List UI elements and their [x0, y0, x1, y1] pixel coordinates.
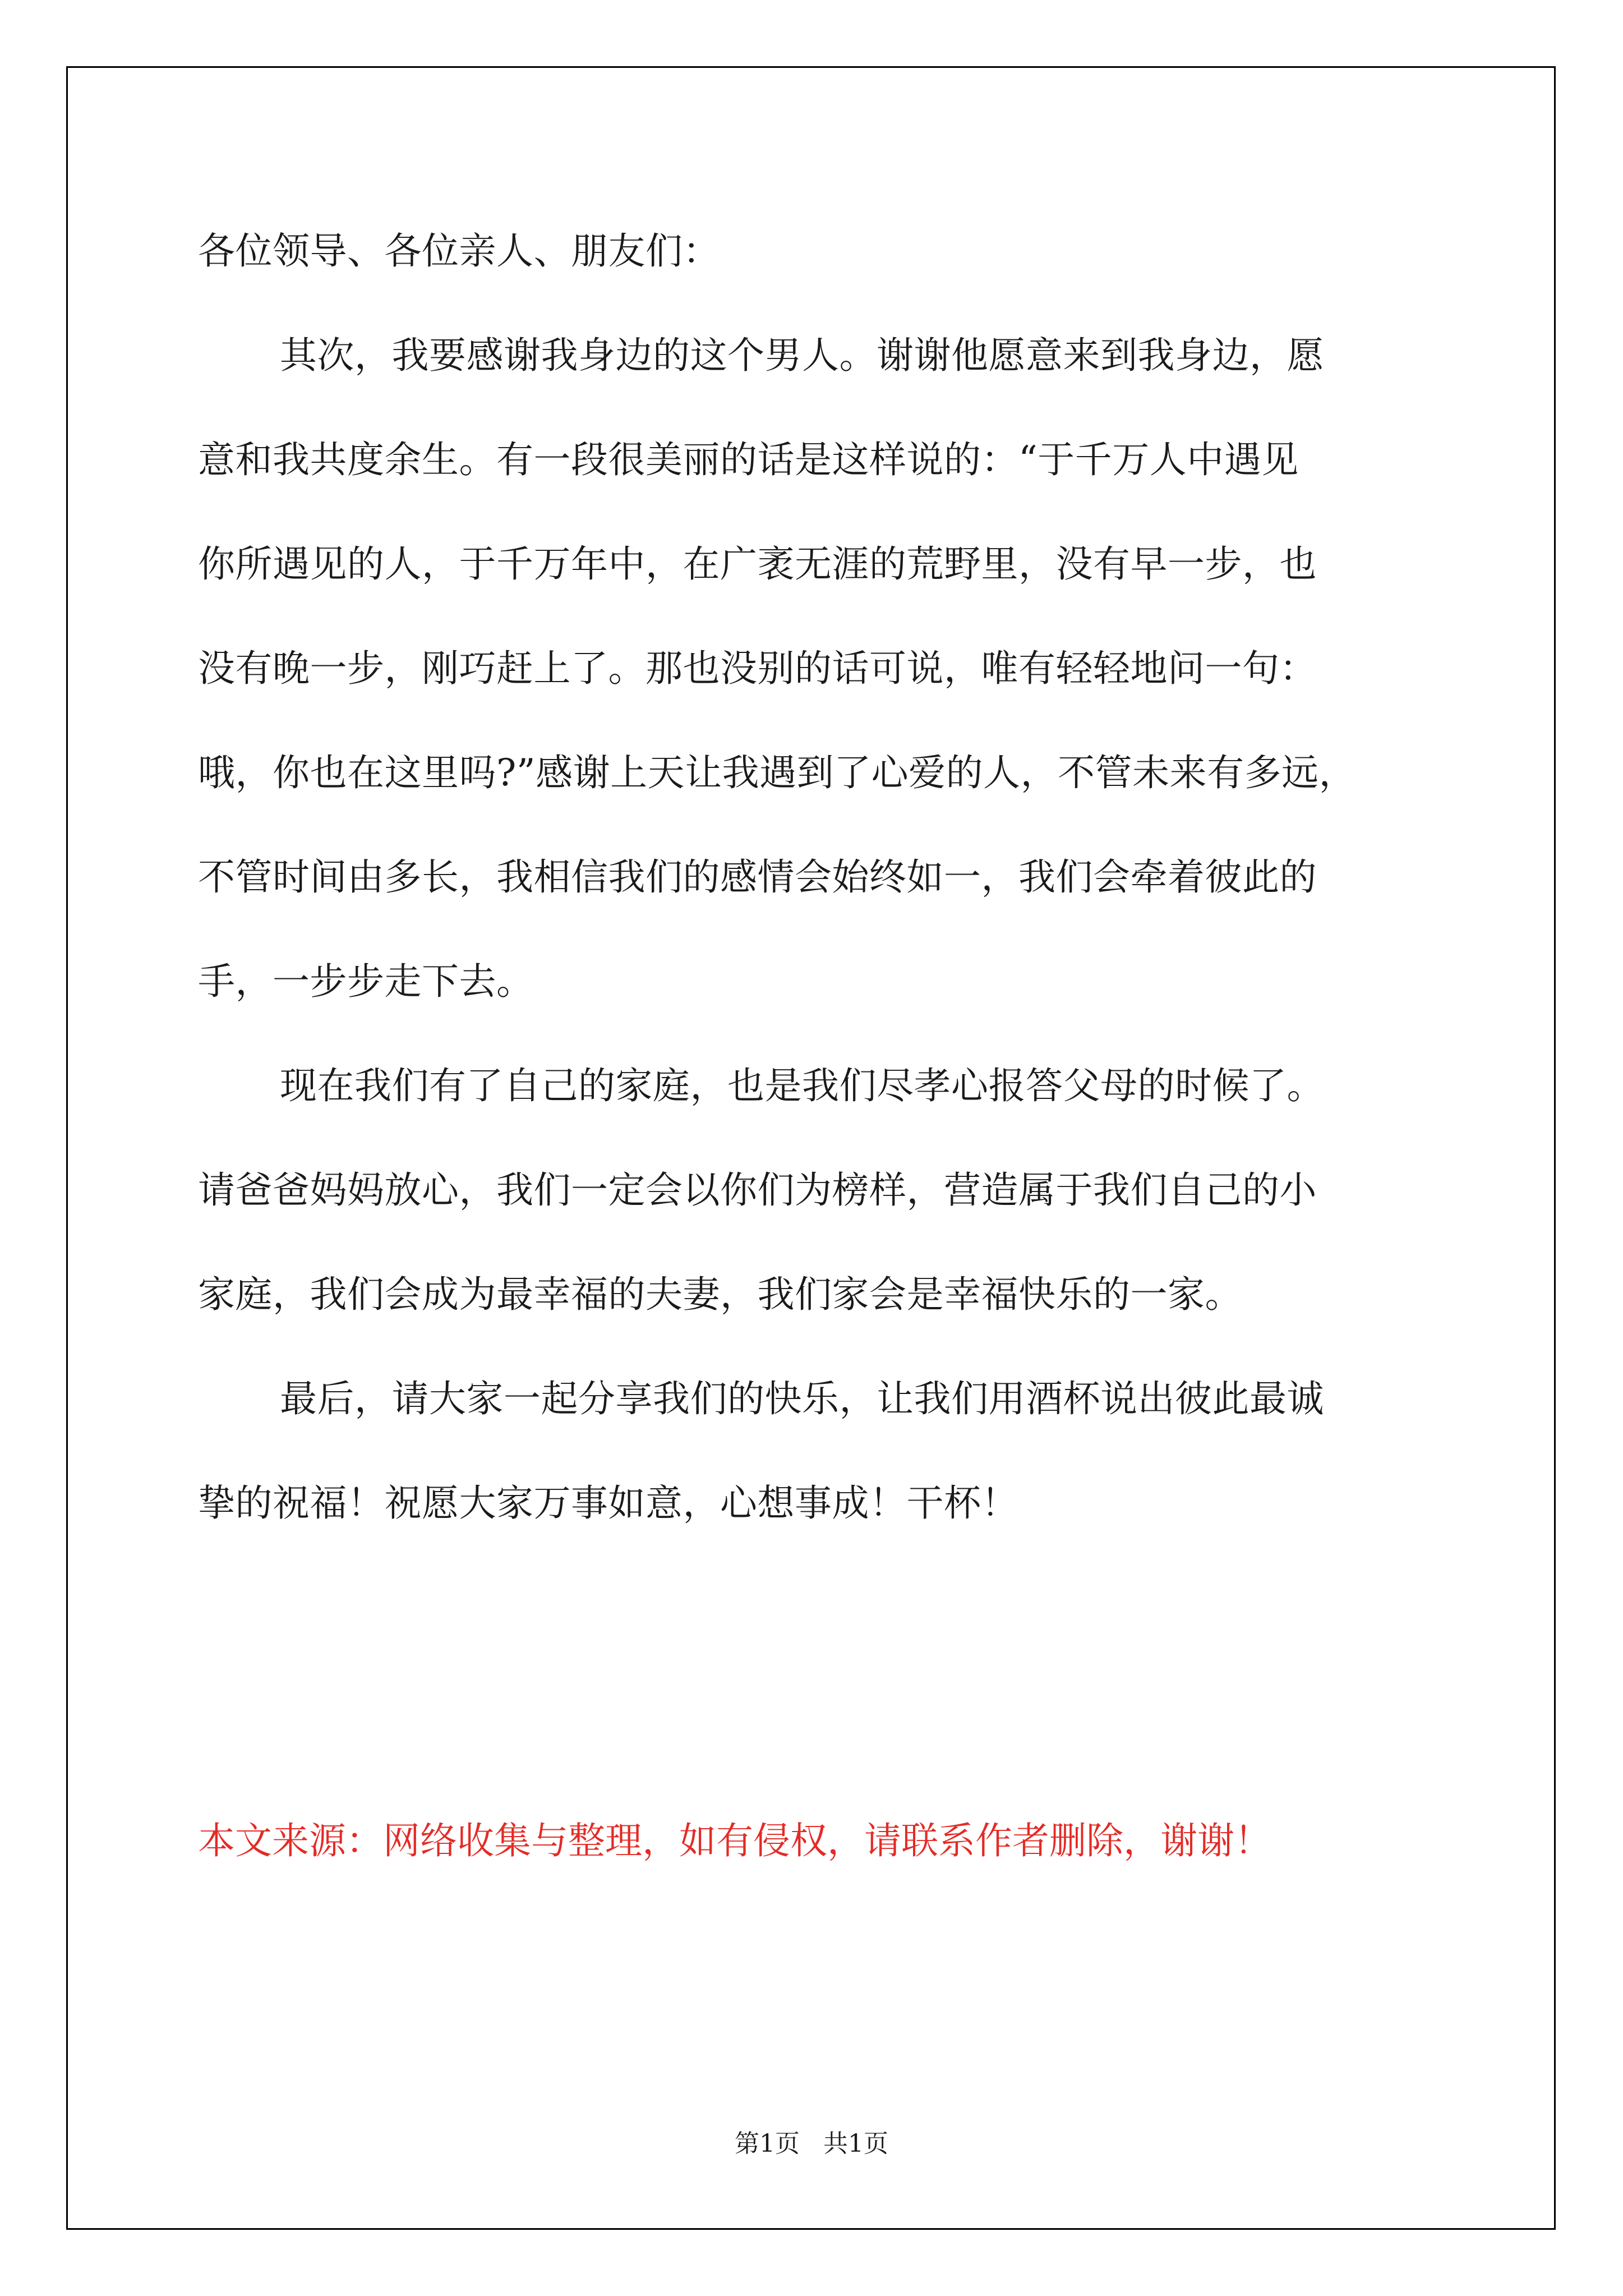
page-border: [66, 66, 1556, 2230]
paragraph-line: 其次，我要感谢我身边的这个男人。谢谢他愿意来到我身边，愿: [280, 334, 1324, 377]
paragraph-line: 现在我们有了自己的家庭，也是我们尽孝心报答父母的时候了。: [280, 1064, 1324, 1107]
paragraph-line: 没有晚一步，刚巧赶上了。那也没别的话可说，唯有轻轻地问一句：: [198, 647, 1317, 690]
source-disclaimer: 本文来源：网络收集与整理，如有侵权，请联系作者删除，谢谢！: [198, 1819, 1271, 1862]
paragraph-line: 最后，请大家一起分享我们的快乐，让我们用酒杯说出彼此最诚: [280, 1377, 1324, 1420]
paragraph-line: 挚的祝福！祝愿大家万事如意，心想事成！干杯！: [198, 1481, 1018, 1525]
page-footer: [0, 2127, 1623, 2161]
paragraph-line: 你所遇见的人，于千万年中，在广袤无涯的荒野里，没有早一步，也: [198, 542, 1317, 586]
page-number-current: 第1页: [735, 2129, 800, 2158]
paragraph-line: 手，一步步走下去。: [198, 960, 534, 1003]
salutation: 各位领导、各位亲人、朋友们：: [198, 229, 720, 273]
paragraph-line: 不管时间由多长，我相信我们的感情会始终如一，我们会牵着彼此的: [198, 855, 1317, 899]
paragraph-line: 家庭，我们会成为最幸福的夫妻，我们家会是幸福快乐的一家。: [198, 1273, 1242, 1316]
page-number-total: 共1页: [823, 2129, 888, 2158]
paragraph-line: 哦，你也在这里吗?”感谢上天让我遇到了心爱的人，不管未来有多远，: [198, 751, 1357, 794]
paragraph-line: 请爸爸妈妈放心，我们一定会以你们为榜样，营造属于我们自己的小: [198, 1168, 1317, 1212]
paragraph-line: 意和我共度余生。有一段很美丽的话是这样说的：“于千万人中遇见: [198, 438, 1299, 481]
